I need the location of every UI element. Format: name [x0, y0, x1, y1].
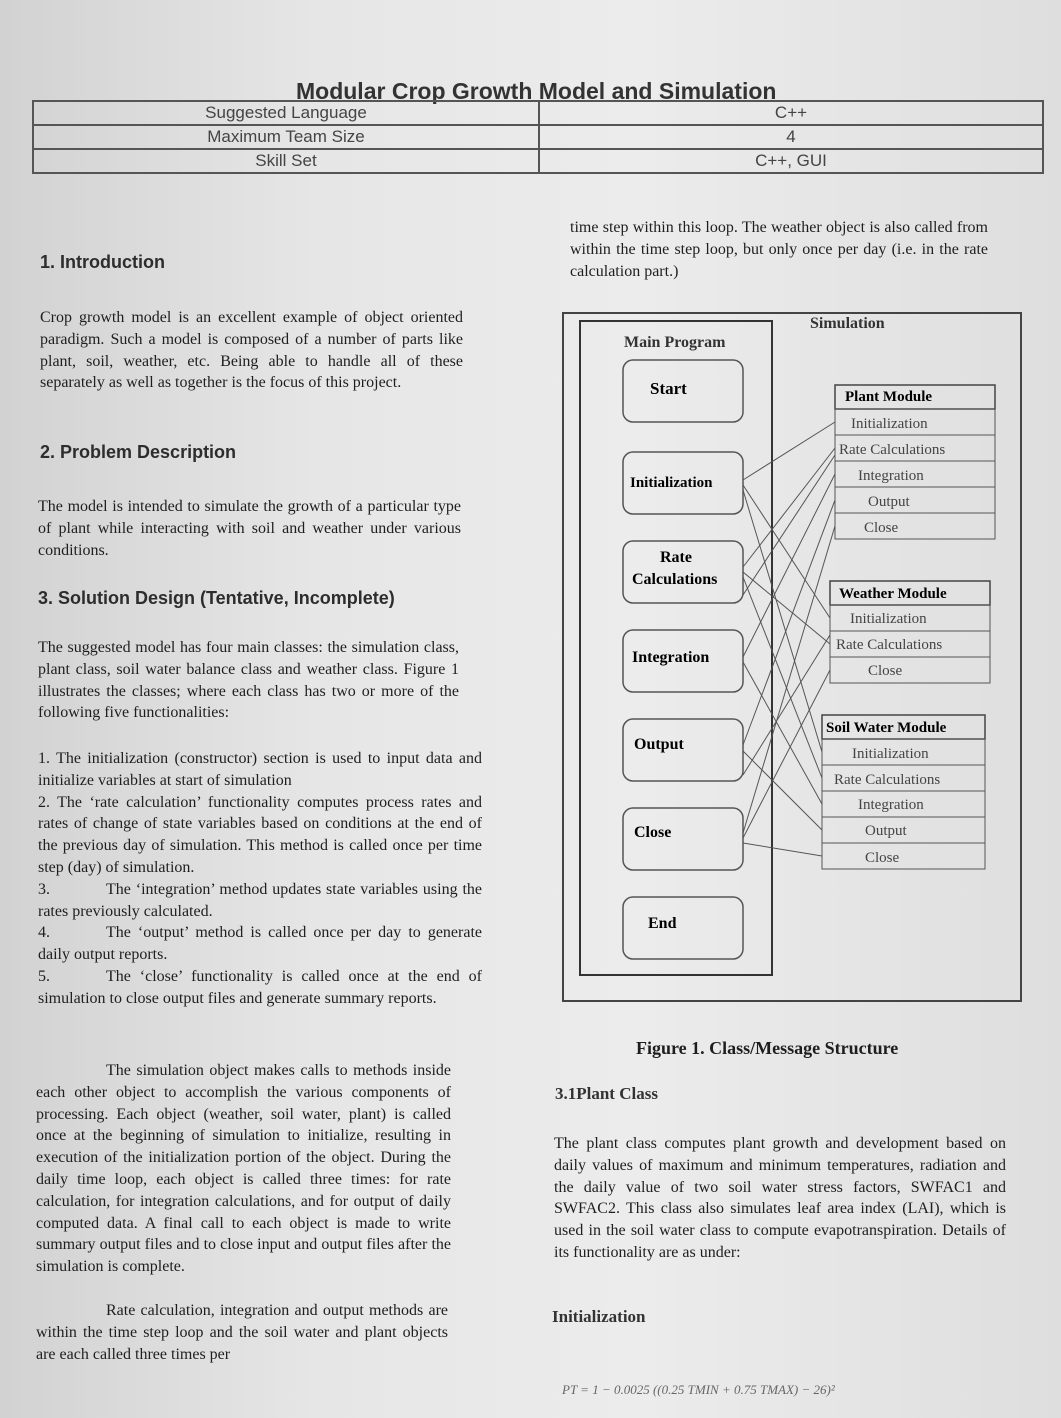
info-row — [33, 125, 1043, 149]
list-item: 5. The ‘close’ functionality is called once at the end of simulation to close output files and generate summary reports. — [38, 967, 482, 1007]
svg-text:Integration: Integration — [858, 468, 924, 484]
rate-calculation-paragraph: Rate calculation, integration and output methods are within the time step loop and the soil water and plant objects are each called three times per — [36, 1302, 448, 1363]
svg-text:Rate Calculations: Rate Calculations — [836, 637, 943, 653]
svg-text:Rate: Rate — [660, 549, 692, 566]
svg-text:Rate Calculations: Rate Calculations — [839, 442, 946, 458]
info-label: Suggested Language — [33, 101, 539, 125]
list-item: 3. The ‘integration’ method updates state variables using the rates previously calculated. — [38, 880, 482, 920]
plant-module — [835, 385, 995, 539]
figure-caption: Figure 1. Class/Message Structure — [636, 1038, 899, 1058]
svg-text:Plant Module: Plant Module — [845, 389, 933, 405]
step-rate-calculations — [623, 541, 743, 603]
functionality-list — [38, 748, 482, 1010]
soil-water-module — [822, 715, 985, 869]
svg-text:Calculations: Calculations — [632, 571, 718, 588]
svg-text:Output: Output — [634, 736, 684, 753]
introduction-text: Crop growth model is an excellent example of object oriented paradigm. Such a model is composed of a number of parts like plant, soil, weather, etc. Being able to handle all of these separately as well as together is the focus of this project. — [40, 309, 463, 392]
svg-text:Rate Calculations: Rate Calculations — [834, 772, 941, 788]
message-arrows — [743, 422, 835, 856]
class-message-diagram — [560, 305, 1022, 1003]
info-value: C++ — [539, 101, 1043, 125]
step-start — [623, 360, 743, 422]
info-value: C++, GUI — [539, 149, 1043, 173]
solution-intro-text: The suggested model has four main classes: the simulation class, plant class, soil water balance class and weather class. Figure 1 illustrates the classes; where each class has two or more of the following five functionalities: — [38, 639, 459, 722]
section-heading-solution: 3. Solution Design (Tentative, Incomplete) — [38, 588, 395, 608]
project-info-table — [32, 100, 1044, 174]
list-item: 4. The ‘output’ method is called once per day to generate daily output reports. — [38, 924, 482, 964]
initialization-subheading: Initialization — [552, 1307, 646, 1326]
simulation-object-paragraph: The simulation object makes calls to methods inside each other object to accomplish the various components of processing. Each object (weather, soil water, plant) is called once at the beginning of simulation to initialize, resulting in execution of the initialization portion of the object. During the daily time loop, each object is called three times: for rate calculation, for integration calculations, and for output of daily computed data. A final call to each object is made to write summary output files and to close input and output files after the simulation is complete. — [36, 1062, 451, 1276]
step-output — [623, 719, 743, 781]
svg-text:Initialization: Initialization — [630, 475, 713, 491]
info-row — [33, 101, 1043, 125]
step-close — [623, 808, 743, 870]
svg-text:Start: Start — [650, 379, 687, 398]
step-end — [623, 897, 743, 959]
svg-text:Initialization: Initialization — [852, 746, 929, 762]
section-heading-introduction: 1. Introduction — [40, 252, 165, 272]
svg-text:Close: Close — [865, 850, 900, 866]
temperature-formula: PT = 1 − 0.0025 ((0.25 TMIN + 0.75 TMAX) − 26)² — [562, 1382, 835, 1397]
step-initialization — [623, 452, 743, 514]
svg-text:Integration: Integration — [632, 649, 710, 666]
svg-text:Initialization: Initialization — [851, 416, 928, 432]
section-heading-plant-class: 3.1Plant Class — [555, 1084, 658, 1103]
info-label: Maximum Team Size — [33, 125, 539, 149]
simulation-label: Simulation — [810, 315, 885, 332]
svg-text:End: End — [648, 915, 677, 932]
section-heading-problem: 2. Problem Description — [40, 442, 237, 462]
step-integration — [623, 630, 743, 692]
main-program-label: Main Program — [624, 334, 726, 351]
list-item: 1. The initialization (constructor) section is used to input data and initialize variables at start of simulation — [38, 750, 482, 789]
svg-text:Output: Output — [868, 494, 910, 510]
svg-text:Close: Close — [868, 663, 903, 679]
info-value: 4 — [539, 125, 1043, 149]
problem-text: The model is intended to simulate the growth of a particular type of plant while interacting with soil and weather under various conditions. — [38, 498, 461, 559]
plant-class-text: The plant class computes plant growth and development based on daily values of maximum and minimum temperatures, radiation and the daily value of two soil water stress factors, SWFAC1 and SWFAC2. This class also simulates leaf area index (LAI), which is used in the soil water class to compute evapotranspiration. Details of its functionality are as under: — [554, 1135, 1006, 1261]
list-item: 2. The ‘rate calculation’ functionality computes process rates and rates of change of state variables based on conditions at the end of the previous day of simulation. This method is called once per time step (day) of simulation. — [38, 793, 482, 876]
svg-text:Integration: Integration — [858, 797, 924, 813]
svg-text:Soil Water Module: Soil Water Module — [826, 720, 947, 736]
svg-text:Initialization: Initialization — [850, 611, 927, 627]
svg-text:Output: Output — [865, 823, 907, 839]
weather-module — [830, 581, 990, 683]
svg-text:Close: Close — [634, 824, 672, 841]
info-label: Skill Set — [33, 149, 539, 173]
document-title: Modular Crop Growth Model and Simulation — [296, 78, 777, 104]
svg-text:Weather Module: Weather Module — [839, 586, 947, 602]
info-row — [33, 149, 1043, 173]
svg-text:Close: Close — [864, 520, 899, 536]
continuation-text: time step within this loop. The weather object is also called from within the time step loop, but only once per day (i.e. in the rate calculation part.) — [570, 219, 988, 280]
